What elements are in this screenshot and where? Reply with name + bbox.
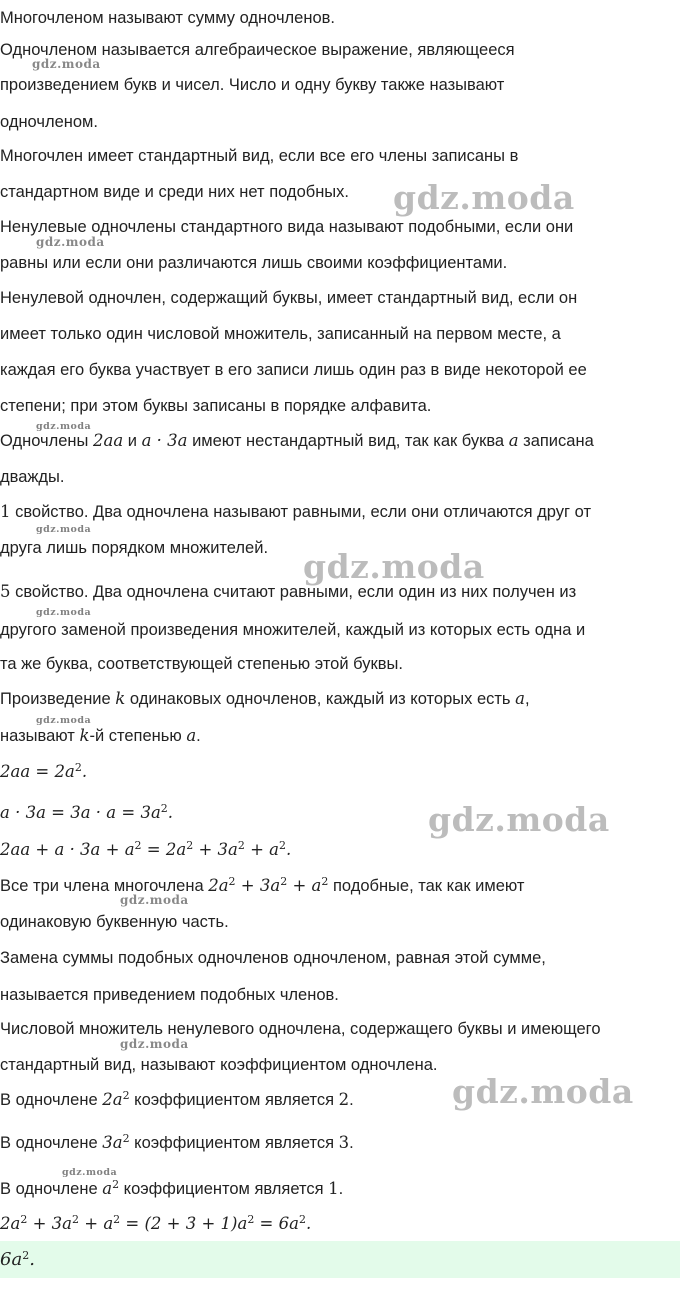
text-line: Ненулевые одночлены стандартного вида называют подобными, если они bbox=[0, 218, 574, 236]
text-line: Числовой множитель ненулевого одночлена, содержащего буквы и имеющего bbox=[0, 1020, 601, 1038]
text-line: Многочленом называют сумму одночленов. bbox=[0, 9, 335, 27]
text-line: Многочлен имеет стандартный вид, если все его члены записаны в bbox=[0, 147, 519, 165]
nonstandard-line: Одночлены 2aa и a · 3a имеют нестандартный вид, так как буква a записана bbox=[0, 431, 594, 450]
watermark: gdz.moda bbox=[393, 178, 575, 217]
similar-terms-line: Все три члена многочлена $2a^2 + 3a^2 + a^2$ подобные, так как имеют bbox=[0, 875, 525, 895]
text-line: та же буква, соответствующей степенью этой буквы. bbox=[0, 655, 403, 673]
text-line: одинаковую буквенную часть. bbox=[0, 913, 229, 931]
watermark: gdz.moda bbox=[32, 57, 101, 71]
text-line: каждая его буква участвует в его записи лишь один раз в виде некоторой ее bbox=[0, 361, 587, 379]
final-answer: $6a^2$. bbox=[0, 1249, 35, 1270]
watermark: gdz.moda bbox=[62, 1167, 118, 1178]
text-line: Замена суммы подобных одночленов одночленом, равная этой сумме, bbox=[0, 949, 546, 967]
watermark: gdz.moda bbox=[303, 547, 485, 586]
watermark: gdz.moda bbox=[36, 715, 92, 726]
coefficient-line: В одночлене $a^2$ коэффициентом является 1. bbox=[0, 1178, 344, 1198]
text-line: одночленом. bbox=[0, 113, 98, 131]
text-line: Одночленом называется алгебраическое выражение, являющееся bbox=[0, 41, 515, 59]
text-line: степени; при этом буквы записаны в порядке алфавита. bbox=[0, 397, 432, 415]
text-line: равны или если они различаются лишь своими коэффициентами. bbox=[0, 254, 508, 272]
power-def-line: Произведение k одинаковых одночленов, каждый из которых есть a, bbox=[0, 689, 530, 708]
property-1-line: 1 свойство. Два одночлена называют равными, если они отличаются друг от bbox=[0, 502, 592, 521]
text-line: другого заменой произведения множителей, каждый из которых есть одна и bbox=[0, 621, 586, 639]
watermark: gdz.moda bbox=[120, 1037, 189, 1051]
watermark: gdz.moda bbox=[120, 893, 189, 907]
text-line: стандартном виде и среди них нет подобных. bbox=[0, 183, 349, 201]
equation: $2aa = 2a^2$. bbox=[0, 761, 88, 781]
equation: $a \cdot 3a = 3a \cdot a = 3a^2$. bbox=[0, 802, 174, 822]
watermark: gdz.moda bbox=[36, 524, 92, 535]
property-5-line: 5 свойство. Два одночлена считают равными, если один из них получен из bbox=[0, 582, 577, 601]
watermark: gdz.moda bbox=[36, 421, 92, 432]
text-line: называется приведением подобных членов. bbox=[0, 986, 339, 1004]
watermark: gdz.moda bbox=[36, 235, 105, 249]
equation: $2aa + a \cdot 3a + a^2 = 2a^2 + 3a^2 + a^2$. bbox=[0, 839, 292, 859]
coefficient-line: В одночлене $3a^2$ коэффициентом является 3. bbox=[0, 1132, 354, 1152]
power-def-line: называют k-й степенью a. bbox=[0, 726, 201, 745]
text-line: друга лишь порядком множителей. bbox=[0, 539, 269, 557]
coefficient-line: В одночлене $2a^2$ коэффициентом является 2. bbox=[0, 1089, 354, 1109]
equation: $2a^2 + 3a^2 + a^2 = (2 + 3 + 1)a^2 = 6a^2$. bbox=[0, 1213, 312, 1233]
watermark: gdz.moda bbox=[428, 800, 610, 839]
watermark: gdz.moda bbox=[452, 1072, 634, 1111]
text-line: Ненулевой одночлен, содержащий буквы, имеет стандартный вид, если он bbox=[0, 289, 578, 307]
text-line: стандартный вид, называют коэффициентом одночлена. bbox=[0, 1056, 438, 1074]
watermark: gdz.moda bbox=[36, 607, 92, 618]
text-line: дважды. bbox=[0, 468, 65, 486]
text-line: произведением букв и чисел. Число и одну букву также называют bbox=[0, 76, 505, 94]
answer-highlight bbox=[0, 1241, 680, 1278]
text-line: имеет только один числовой множитель, записанный на первом месте, а bbox=[0, 325, 561, 343]
